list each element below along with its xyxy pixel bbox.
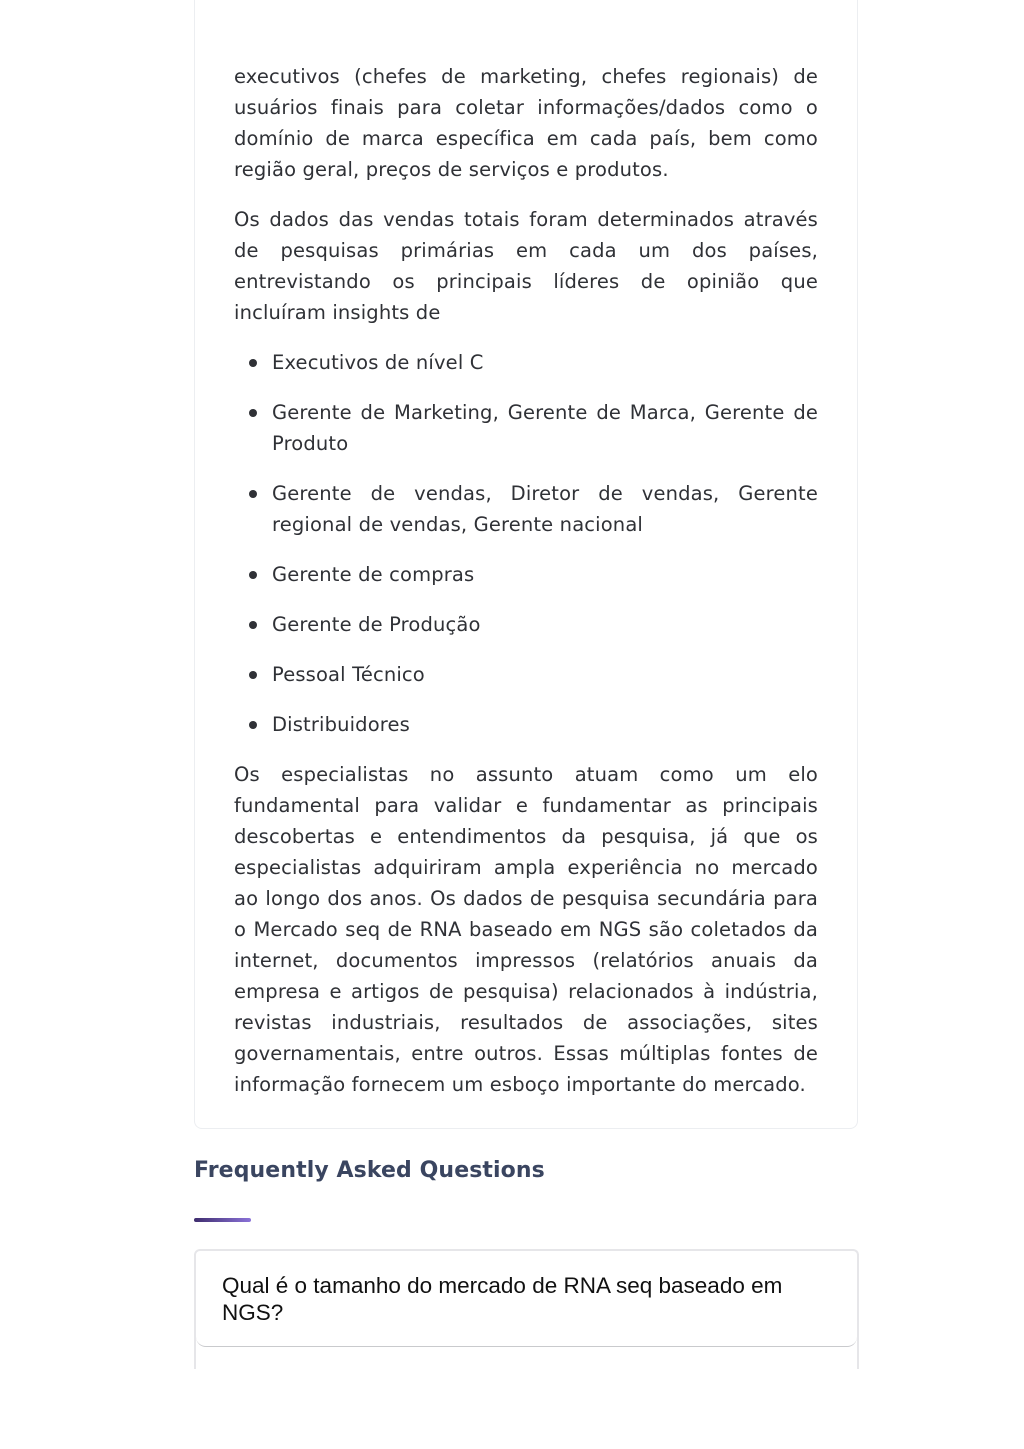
faq-question-toggle[interactable]: Qual é o tamanho do mercado de RNA seq baseado em NGS? xyxy=(196,1251,857,1347)
list-item: Gerente de compras xyxy=(272,559,818,590)
list-item: Gerente de Marketing, Gerente de Marca, Gerente de Produto xyxy=(272,397,818,459)
intro-paragraph: executivos (chefes de marketing, chefes regionais) de usuários finais para coletar informações/dados como o domínio de marca específica em cada país, bem como região geral, preços de serviços e produtos. xyxy=(234,65,818,181)
list-item: Distribuidores xyxy=(272,709,818,740)
sales-paragraph: Os dados das vendas totais foram determinados através de pesquisas primárias em cada um dos países, entrevistando os principais líderes de opinião que incluíram insights de xyxy=(234,208,818,324)
list-item: Executivos de nível C xyxy=(272,347,818,378)
faq-heading-underline xyxy=(194,1218,251,1222)
list-item: Pessoal Técnico xyxy=(272,659,818,690)
experts-paragraph: Os especialistas no assunto atuam como um elo fundamental para validar e fundamentar as principais descobertas e entendimentos da pesquisa, já que os especialistas adquiriram ampla experiência no mercado ao longo dos anos. Os dados de pesquisa secundária para o Mercado seq de RNA baseado em NGS são coletados da internet, documentos impressos (relatórios anuais da empresa e artigos de pesquisa) relacionados à indústria, revistas industriais, resultados de associações, sites governamentais, entre outros. Essas múltiplas fontes de informação fornecem um esboço importante do mercado. xyxy=(234,763,818,1096)
list-item: Gerente de Produção xyxy=(272,609,818,640)
list-item: Gerente de vendas, Diretor de vendas, Gerente regional de vendas, Gerente nacional xyxy=(272,478,818,540)
faq-heading: Frequently Asked Questions xyxy=(194,1158,545,1183)
roles-list xyxy=(234,347,818,740)
article-body xyxy=(234,61,818,1119)
